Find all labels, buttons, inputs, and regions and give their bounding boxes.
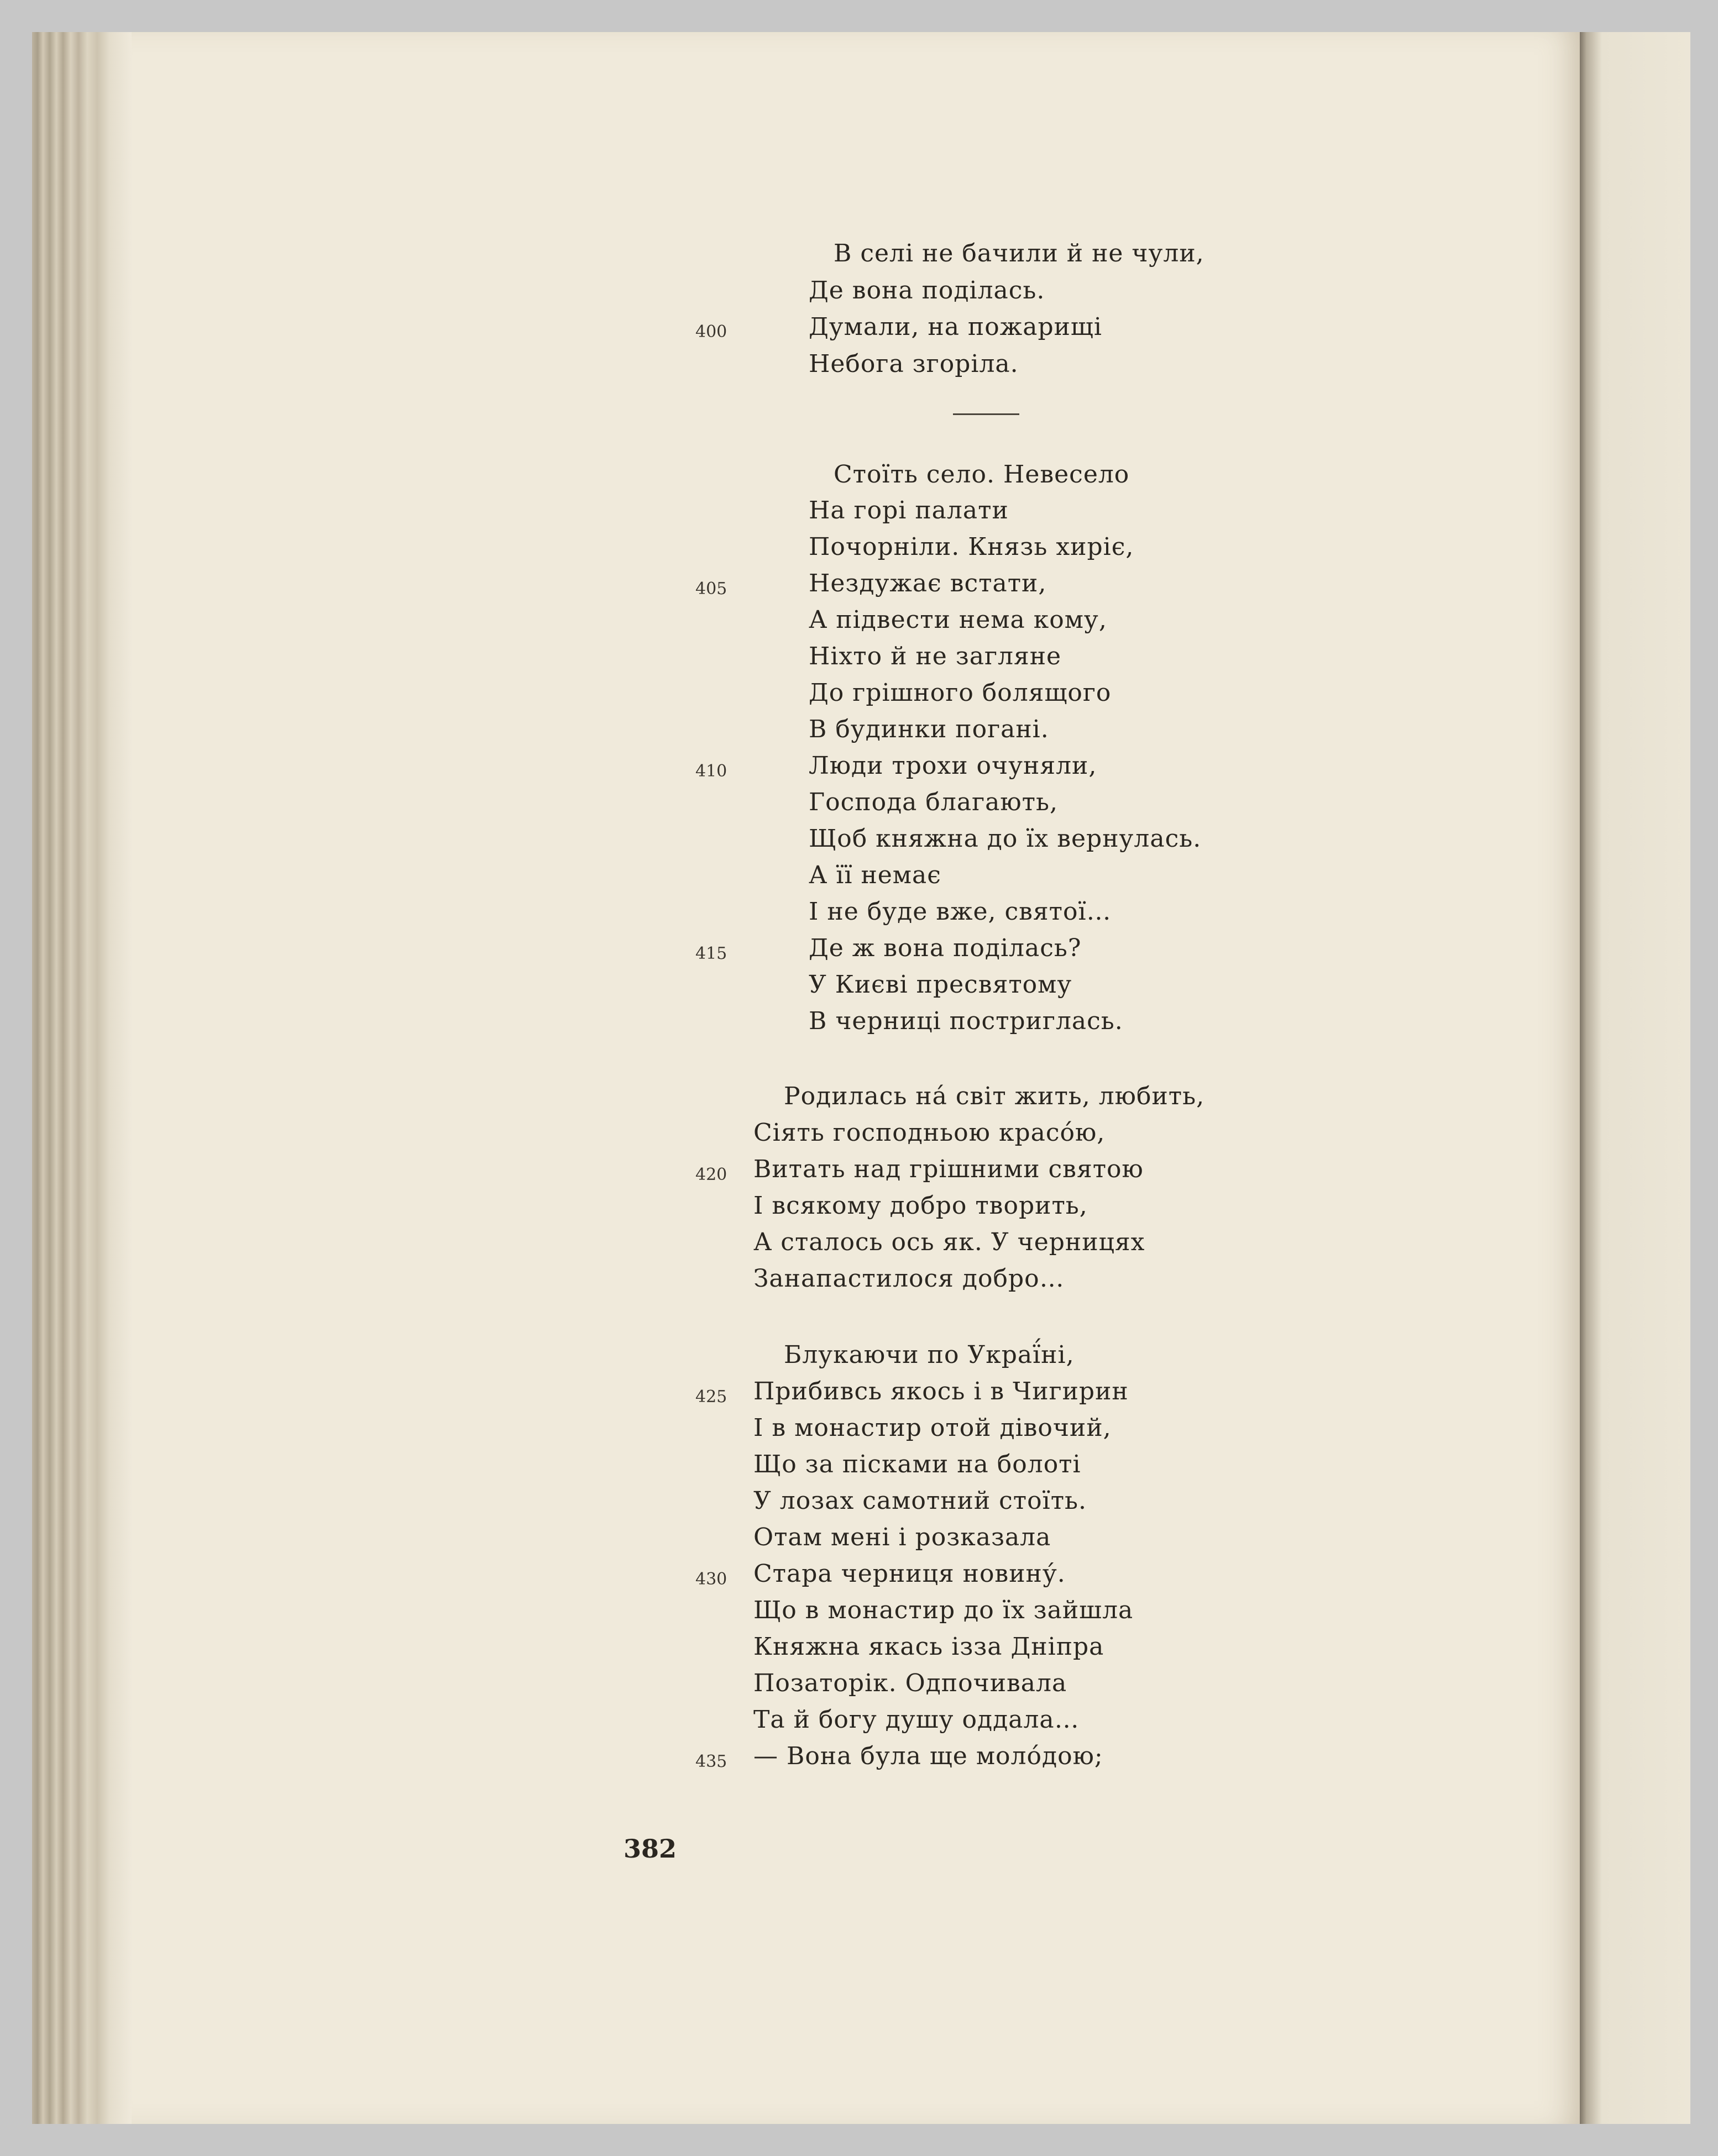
poem-line: Де ж вона поділась? xyxy=(809,934,1082,962)
poem-line: В селі не бачили й не чули, xyxy=(834,239,1204,267)
poem-line: Княжна якась ізза Дніпра xyxy=(753,1633,1104,1661)
poem-line: Позаторік. Одпочивала xyxy=(753,1669,1067,1697)
book-page xyxy=(132,32,1580,2124)
poem-line: Люди трохи очуняли, xyxy=(809,752,1097,780)
line-number: 425 xyxy=(695,1387,727,1407)
poem-line: Де вона поділась. xyxy=(809,276,1045,305)
poem-line: — Вона була ще молóдою; xyxy=(753,1742,1103,1770)
poem-line: В будинки погані. xyxy=(809,715,1049,743)
book-scan xyxy=(32,32,1690,2124)
poem-line: Думали, на пожарищі xyxy=(809,313,1102,341)
poem-line: А сталось ось як. У черницях xyxy=(753,1228,1145,1256)
poem-line: Стоїть село. Невесело xyxy=(834,460,1130,489)
line-number: 420 xyxy=(695,1165,727,1184)
next-page-edge xyxy=(1580,32,1690,2124)
poem-line: Щоб княжна до їх вернулась. xyxy=(809,825,1202,853)
poem-line: Занапастилося добро… xyxy=(753,1265,1065,1293)
poem-line: Витать над грішними святою xyxy=(753,1155,1144,1183)
page-number: 382 xyxy=(624,1834,677,1864)
poem-line: І в монастир отой дівочий, xyxy=(753,1414,1112,1442)
poem-line: Та й богу душу оддала… xyxy=(753,1706,1080,1734)
poem-line: На горі палати xyxy=(809,496,1009,524)
line-number: 430 xyxy=(695,1570,727,1589)
line-number: 405 xyxy=(695,579,727,599)
page-edges xyxy=(32,32,132,2124)
line-number: 415 xyxy=(695,944,727,963)
poem-line: В черниці постриглась. xyxy=(809,1007,1123,1035)
poem-line: Блукаючи по Украї́ні, xyxy=(784,1341,1075,1369)
poem-line: Небога згоріла. xyxy=(809,350,1019,378)
poem-line: І всякому добро творить, xyxy=(753,1192,1088,1220)
poem-line: У Києві пресвятому xyxy=(809,971,1072,999)
poem-line: Нездужає встати, xyxy=(809,569,1047,597)
poem-line: Що в монастир до їх зайшла xyxy=(753,1596,1134,1624)
poem-line: Прибивсь якось і в Чигирин xyxy=(753,1377,1129,1405)
poem-line: Родилась нá світ жить, любить, xyxy=(784,1082,1205,1110)
poem-line: Що за пісками на болоті xyxy=(753,1450,1081,1478)
line-number: 400 xyxy=(695,322,727,342)
line-number: 410 xyxy=(695,762,727,781)
poem-line: Почорніли. Князь хиріє, xyxy=(809,533,1134,561)
poem-line: А підвести нема кому, xyxy=(809,606,1107,634)
poem-line: Господа благають, xyxy=(809,788,1058,816)
poem-line: Отам мені і розказала xyxy=(753,1523,1051,1551)
section-divider xyxy=(953,413,1019,415)
poem-text xyxy=(132,32,1580,2124)
poem-line: У лозах самотний стоїть. xyxy=(753,1487,1087,1515)
poem-line: Ніхто й не загляне xyxy=(809,642,1062,670)
poem-line: Сіять господньою красóю, xyxy=(753,1119,1106,1147)
poem-line: І не буде вже, святої… xyxy=(809,898,1112,926)
poem-line: А її немає xyxy=(809,861,941,889)
line-number: 435 xyxy=(695,1752,727,1771)
poem-line: Стара черниця новину́. xyxy=(753,1560,1066,1588)
poem-line: До грішного болящого xyxy=(809,679,1112,707)
